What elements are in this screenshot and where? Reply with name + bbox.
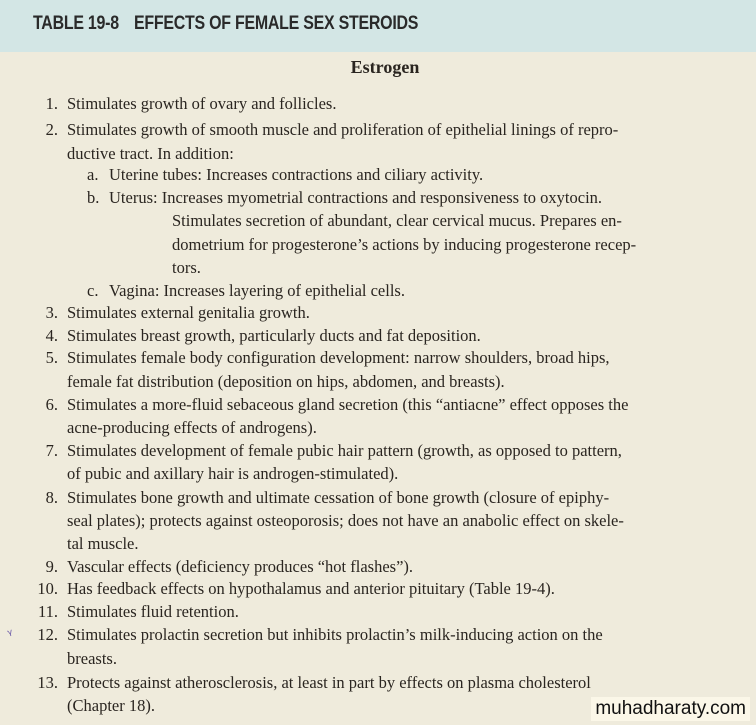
item-text: Vascular effects (deficiency produces “hot flashes”).	[67, 557, 414, 576]
item-text: ductive tract. In addition:	[67, 144, 234, 163]
table-title	[33, 13, 418, 35]
list-item-continuation	[67, 651, 117, 668]
item-text: (Chapter 18).	[67, 696, 155, 715]
item-text: Stimulates fluid retention.	[67, 602, 239, 621]
list-item-continuation	[67, 698, 155, 715]
item-number: 11.	[37, 602, 58, 621]
item-text: Has feedback effects on hypothalamus and anterior pituitary (Table 19-4).	[67, 579, 555, 598]
item-text: Stimulates a more-fluid sebaceous gland secretion (this “antiacne” effect opposes the	[67, 395, 629, 414]
sub-item-text: Vagina: Increases layering of epithelial cells.	[109, 281, 405, 300]
section-heading: Estrogen	[350, 57, 420, 77]
item-number: 13.	[37, 673, 58, 692]
sub-item-text: Uterus: Increases myometrial contractions and responsiveness to oxytocin.	[109, 188, 603, 207]
sub-item-text: tors.	[172, 258, 201, 277]
sub-item-letter: c.	[87, 281, 99, 300]
item-text: Stimulates prolactin secretion but inhibits prolactin’s milk-inducing action on the	[67, 625, 603, 644]
item-text: tal muscle.	[67, 534, 139, 553]
item-number: 4.	[45, 326, 58, 345]
item-text: Protects against atherosclerosis, at least in part by effects on plasma cholesterol	[67, 673, 591, 692]
list-item-continuation	[67, 466, 398, 483]
item-number: 6.	[45, 395, 58, 414]
item-text: Stimulates external genitalia growth.	[67, 303, 310, 322]
item-text: breasts.	[67, 649, 117, 668]
item-text: Stimulates bone growth and ultimate cessation of bone growth (closure of epiphy-	[67, 488, 610, 507]
item-number: 9.	[45, 557, 58, 576]
sub-item-letter: a.	[87, 165, 99, 184]
item-text: female fat distribution (deposition on hips, abdomen, and breasts).	[67, 372, 505, 391]
list-item-continuation	[67, 536, 138, 553]
list-item-continuation	[67, 146, 234, 163]
item-number: 1.	[45, 94, 58, 113]
item-text: acne-producing effects of androgens).	[67, 418, 317, 437]
list-item-continuation	[67, 374, 505, 391]
watermark: muhadharaty.com	[591, 697, 750, 721]
item-text: Stimulates growth of ovary and follicles.	[67, 94, 337, 113]
table-number: TABLE 19-8	[33, 13, 119, 34]
sub-item-text: Uterine tubes: Increases contractions and ciliary activity.	[109, 165, 484, 184]
item-number: 2.	[45, 120, 58, 139]
table-header-band	[0, 0, 756, 52]
item-number: 3.	[45, 303, 58, 322]
list-item-continuation	[67, 420, 317, 437]
table-title-text: EFFECTS OF FEMALE SEX STEROIDS	[133, 13, 419, 34]
item-text: Stimulates growth of smooth muscle and proliferation of epithelial linings of repro-	[67, 120, 619, 139]
handwritten-tick-mark: ᵞ	[6, 626, 16, 644]
sub-item-continuation	[172, 237, 636, 254]
item-text: seal plates); protects against osteoporosis; does not have an anabolic effect on skele-	[67, 511, 624, 530]
sub-item-continuation	[172, 260, 201, 277]
list-item-continuation	[67, 513, 624, 530]
sub-item-text: dometrium for progesterone’s actions by inducing progesterone recep-	[172, 235, 637, 254]
item-text: Stimulates breast growth, particularly ducts and fat deposition.	[67, 326, 481, 345]
item-number: 12.	[37, 625, 58, 644]
item-number: 10.	[37, 579, 58, 598]
sub-item-continuation	[172, 213, 622, 230]
sub-item-letter: b.	[87, 188, 100, 207]
sub-item-text: Stimulates secretion of abundant, clear cervical mucus. Prepares en-	[172, 211, 622, 230]
item-number: 8.	[45, 488, 58, 507]
item-text: of pubic and axillary hair is androgen-stimulated).	[67, 464, 399, 483]
item-text: Stimulates female body configuration development: narrow shoulders, broad hips,	[67, 348, 610, 367]
item-number: 7.	[45, 441, 58, 460]
item-number: 5.	[45, 348, 58, 367]
item-text: Stimulates development of female pubic hair pattern (growth, as opposed to pattern,	[67, 441, 622, 460]
